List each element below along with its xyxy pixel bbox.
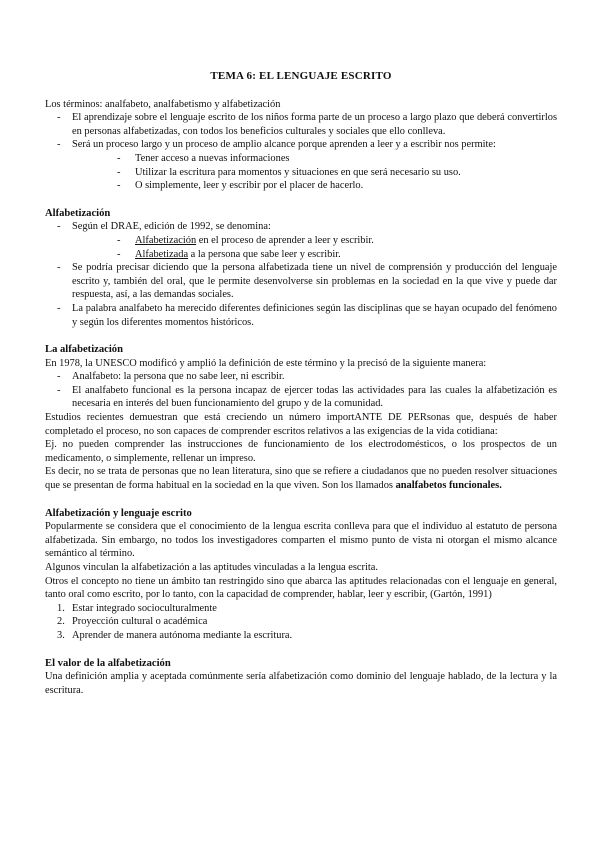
paragraph: Otros el concepto no tiene un ámbito tan restringido sino que abarca las aptitudes relacionadas con el lenguaje en general, tanto oral como escrito, por lo tanto, con la capacidad de comprender, hablar, leer y escribir, (Gartón, 1991) xyxy=(45,575,557,601)
section-heading-valor: El valor de la alfabetización xyxy=(45,657,171,669)
term-underlined: Alfabetizada xyxy=(135,248,189,260)
item-text: Aprender de manera autónoma mediante la escritura. xyxy=(72,629,293,641)
item-text: Proyección cultural o académica xyxy=(72,616,208,628)
list-item: - Será un proceso largo y un proceso de amplio alcance porque aprenden a leer y a escribir nos permite: xyxy=(45,138,557,152)
alfabetizacion-list xyxy=(45,220,557,329)
sub-list-item xyxy=(45,234,557,248)
unesco-list xyxy=(45,370,557,411)
item-number: 3. xyxy=(57,629,65,641)
paragraph xyxy=(45,465,557,492)
paragraph: Algunos vinculan la alfabetización a las aptitudes vinculadas a la lengua escrita. xyxy=(45,562,378,573)
item-number: 2. xyxy=(57,616,65,628)
paragraph: Ej. no pueden comprender las instrucciones de funcionamiento de los electrodomésticos, o los prospectos de un medicamento, o simplemente, rellenar un impreso. xyxy=(45,439,557,464)
sub-list-item xyxy=(45,248,557,262)
sub-list-item: - Utilizar la escritura para momentos y situaciones en que será necesario su uso. xyxy=(45,166,557,180)
numbered-item xyxy=(45,602,557,616)
section-heading-la-alfabetizacion: La alfabetización xyxy=(45,344,123,356)
paragraph-text: Es decir, no se trata de personas que no lean literatura, sino que se refiere a ciudadanos que no pueden resolver situaciones que se presentan de forma habitual en la sociedad en la que viven. Son los llamados xyxy=(45,466,557,492)
document-page xyxy=(45,70,557,697)
numbered-list xyxy=(45,602,557,643)
intro-list xyxy=(45,111,557,193)
bold-term: analfabetos funcionales. xyxy=(395,480,502,492)
list-item: - Se podría precisar diciendo que la persona alfabetizada tiene un nivel de comprensión y producción del lenguaje escrito y, también del oral, que le permite desenvolverse sin problemas en la sociedad en la que vive y puede dar respuesta, así, a las demandas sociales. xyxy=(45,261,557,302)
list-item: - Según el DRAE, edición de 1992, se denomina: xyxy=(45,220,557,234)
paragraph: Estudios recientes demuestran que está creciendo un número importANTE DE PERsonas que, después de haber completado el proceso, no son capaces de comprender escritos relativos a las exigencias de la vida cotidiana: xyxy=(45,412,557,437)
term-underlined: Alfabetización xyxy=(135,234,197,246)
list-item: - El analfabeto funcional es la persona incapaz de ejercer todas las actividades para las cuales la alfabetización es necesaria en interés del buen funcionamiento del grupo y de la comunidad. xyxy=(45,384,557,411)
list-item: - Analfabeto: la persona que no sabe leer, ni escribir. xyxy=(45,370,557,384)
sub-list-item: - Tener acceso a nuevas informaciones xyxy=(45,152,557,166)
section-heading-lenguaje-escrito: Alfabetización y lenguaje escrito xyxy=(45,507,192,519)
sub-list-item: - O simplemente, leer y escribir por el placer de hacerlo. xyxy=(45,179,557,193)
paragraph: Una definición amplia y aceptada comúnmente sería alfabetización como dominio del lenguaje hablado, de la lectura y la escritura. xyxy=(45,671,557,696)
item-text: Estar integrado socioculturalmente xyxy=(72,602,217,614)
numbered-item xyxy=(45,629,557,643)
list-item: - La palabra analfabeto ha merecido diferentes definiciones según las disciplinas que se hayan ocupado del fenómeno y según los diferentes momentos históricos. xyxy=(45,302,557,329)
term-definition: en el proceso de aprender a leer y escribir. xyxy=(196,234,374,246)
section-heading-alfabetizacion: Alfabetización xyxy=(45,207,111,219)
item-number: 1. xyxy=(57,602,65,614)
term-definition: a la persona que sabe leer y escribir. xyxy=(188,248,341,260)
intro-heading: Los términos: analfabeto, analfabetismo y alfabetización xyxy=(45,98,281,110)
numbered-item xyxy=(45,615,557,629)
paragraph: Popularmente se considera que el conocimiento de la lengua escrita conlleva para que el individuo al estatuto de persona alfabetizada. Sin embargo, no todos los investigadores comparten el mismo punto de vista ni otorgan el mismo alcance semántico al término. xyxy=(45,521,557,560)
paragraph: En 1978, la UNESCO modificó y amplió la definición de este término y la precisó de la siguiente manera: xyxy=(45,357,487,369)
page-title: TEMA 6: EL LENGUAJE ESCRITO xyxy=(210,70,392,82)
list-item: - El aprendizaje sobre el lenguaje escrito de los niños forma parte de un proceso a largo plazo que deberá convertirlos en personas alfabetizadas, con todos los beneficios culturales y sociales que ello conlleva. xyxy=(45,111,557,138)
